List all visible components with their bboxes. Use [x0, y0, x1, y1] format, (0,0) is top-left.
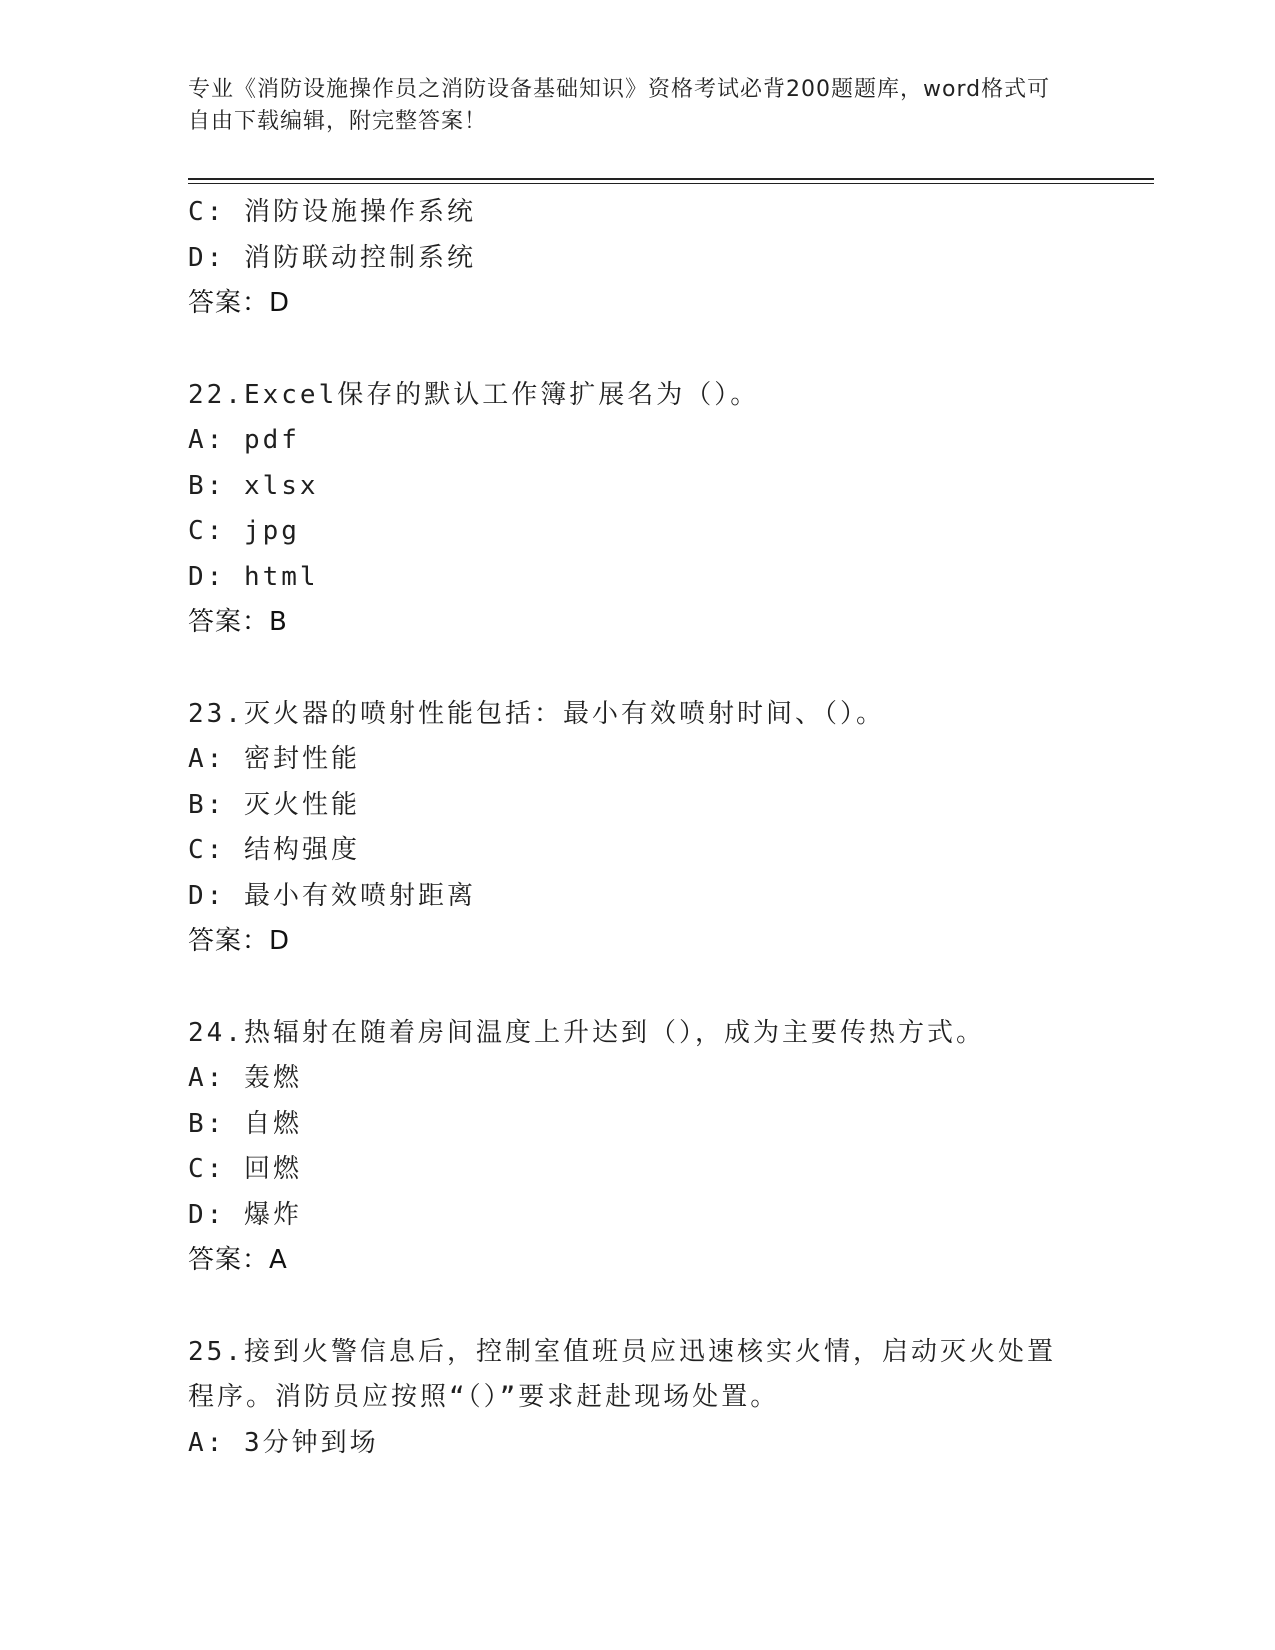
- option-c: C: 消防设施操作系统: [188, 197, 476, 227]
- answer: 答案：D: [188, 926, 291, 956]
- question-stem: 25.接到火警信息后，控制室值班员应迅速核实火情，启动灭火处置程序。消防员应按照“（）”要求赶赴现场处置。: [188, 1336, 1056, 1412]
- option-d: D: 爆炸: [188, 1199, 302, 1230]
- answer: 答案：B: [188, 607, 288, 637]
- option-d: D: 消防联动控制系统: [188, 242, 476, 273]
- question-22: [188, 373, 1154, 646]
- option-a: A: 密封性能: [188, 744, 360, 774]
- question-25: [188, 1330, 1154, 1467]
- option-b: B: 自燃: [188, 1108, 302, 1139]
- answer: 答案：A: [188, 1245, 288, 1275]
- option-d: D: html: [188, 561, 319, 592]
- header-rule-thick: [188, 178, 1154, 180]
- question-24: [188, 1011, 1154, 1284]
- option-c: C: 结构强度: [188, 835, 360, 865]
- document-header: 专业《消防设施操作员之消防设备基础知识》资格考试必背200题题库，word格式可自由下载编辑，附完整答案！: [188, 77, 1051, 134]
- question-stem: 23.灭火器的喷射性能包括：最小有效喷射时间、（）。: [188, 698, 885, 729]
- question-23: [188, 692, 1154, 965]
- answer: 答案：D: [188, 288, 291, 318]
- option-a: A: pdf: [188, 425, 300, 455]
- option-a: A: 轰燃: [188, 1063, 302, 1093]
- option-b: B: 灭火性能: [188, 789, 360, 820]
- option-b: B: xlsx: [188, 470, 319, 501]
- option-c: C: jpg: [188, 516, 300, 546]
- question-stem: 24.热辐射在随着房间温度上升达到（），成为主要传热方式。: [188, 1017, 985, 1048]
- option-c: C: 回燃: [188, 1154, 302, 1184]
- option-a: A: 3分钟到场: [188, 1427, 379, 1458]
- question-list: [188, 190, 1154, 1466]
- option-d: D: 最小有效喷射距离: [188, 880, 476, 911]
- header-rule-thin: [188, 183, 1154, 184]
- question-21-tail: [188, 190, 1154, 327]
- question-stem: 22.Excel保存的默认工作簿扩展名为（）。: [188, 379, 760, 410]
